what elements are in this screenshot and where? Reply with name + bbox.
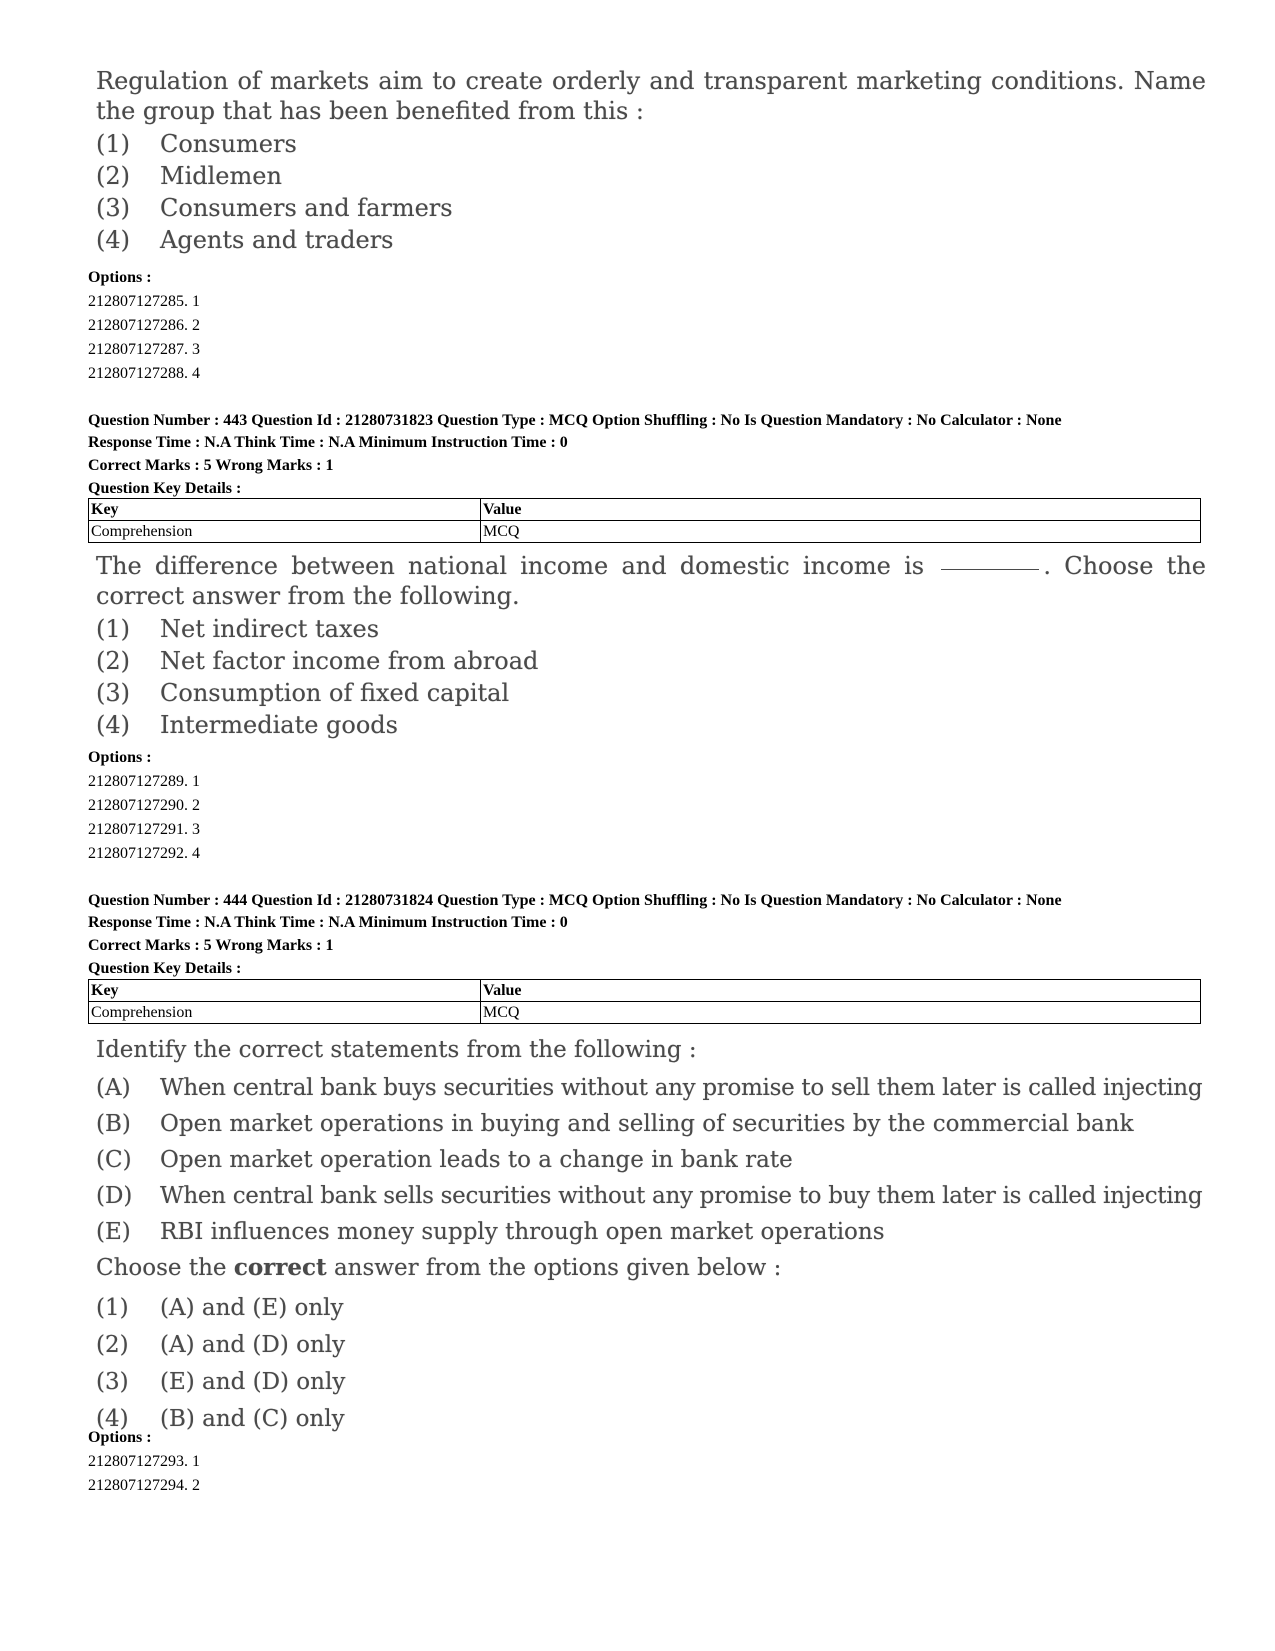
table-header-row — [89, 980, 1201, 1002]
choice-item — [96, 613, 1206, 645]
question-meta-line: Response Time : N.A Think Time : N.A Minimum Instruction Time : 0 — [88, 914, 568, 931]
question-meta-line: Question Number : 443 Question Id : 21280731823 Question Type : MCQ Option Shuffling : No Is Question Mandatory : No Calculator : None — [88, 412, 1062, 429]
question-443-image — [96, 551, 1206, 741]
option-id: 212807127294. 2 — [88, 1477, 200, 1494]
choice-number: (4) — [96, 226, 130, 254]
key-details-label: Question Key Details : — [88, 960, 242, 977]
choice-text: (B) and (C) only — [160, 1406, 345, 1432]
option-id: 212807127285. 1 — [88, 293, 200, 310]
choice-number: (4) — [96, 711, 130, 739]
choice-text: Consumers — [160, 130, 297, 158]
statement-label: (E) — [96, 1219, 131, 1245]
question-meta-line: Question Number : 444 Question Id : 21280731824 Question Type : MCQ Option Shuffling : No Is Question Mandatory : No Calculator : None — [88, 892, 1062, 909]
question-key-table — [88, 498, 1201, 543]
option-id: 212807127289. 1 — [88, 773, 200, 790]
options-heading: Options : — [88, 749, 152, 766]
choice-item — [96, 224, 1206, 256]
options-heading: Options : — [88, 1429, 152, 1446]
statement-text: RBI influences money supply through open market operations — [160, 1219, 885, 1245]
option-id: 212807127286. 2 — [88, 317, 200, 334]
choice-number: (4) — [96, 1406, 129, 1432]
choice-number: (2) — [96, 162, 130, 190]
choice-number: (2) — [96, 647, 130, 675]
statement-text: Open market operation leads to a change in bank rate — [160, 1147, 793, 1173]
table-cell: Comprehension — [89, 1002, 481, 1024]
statement-item — [96, 1214, 1206, 1250]
options-block — [88, 746, 200, 866]
choice-number: (3) — [96, 679, 130, 707]
statement-label: (B) — [96, 1111, 131, 1137]
choice-number: (1) — [96, 615, 130, 643]
choice-item — [96, 1290, 1206, 1327]
question-443-meta — [88, 411, 1062, 501]
choice-item — [96, 1401, 1206, 1438]
statement-label: (A) — [96, 1075, 131, 1101]
statement-text: When central bank buys securities without any promise to sell them later is called injecting — [160, 1075, 1203, 1101]
question-stem: Identify the correct statements from the following : — [96, 1037, 697, 1063]
choose-instruction — [96, 1250, 1206, 1286]
question-444-meta — [88, 891, 1062, 981]
option-id: 212807127290. 2 — [88, 797, 200, 814]
choice-number: (3) — [96, 1369, 129, 1395]
table-row — [89, 1002, 1201, 1024]
choice-item — [96, 709, 1206, 741]
choice-text: Agents and traders — [160, 226, 394, 254]
table-header-cell: Value — [481, 499, 1201, 521]
choice-text: Intermediate goods — [160, 711, 398, 739]
marks-line: Correct Marks : 5 Wrong Marks : 1 — [88, 457, 334, 474]
choice-number: (1) — [96, 130, 130, 158]
answer-blank — [941, 569, 1039, 570]
question-442-image — [96, 66, 1206, 256]
statement-item — [96, 1106, 1206, 1142]
table-header-cell: Value — [481, 980, 1201, 1002]
question-stem: Regulation of markets aim to create orderly and transparent marketing conditions. Name the group that has been benefited from this : — [96, 67, 1206, 125]
choice-item — [96, 160, 1206, 192]
statement-list — [96, 1070, 1206, 1250]
question-stem-part: The difference between national income and domestic income is — [96, 552, 925, 580]
choice-text: Consumers and farmers — [160, 194, 453, 222]
statement-label: (C) — [96, 1147, 132, 1173]
choice-text: (A) and (E) only — [160, 1295, 344, 1321]
statement-item — [96, 1070, 1206, 1106]
choice-text: Consumption of fixed capital — [160, 679, 510, 707]
choice-number: (1) — [96, 1295, 129, 1321]
options-block — [88, 266, 200, 386]
question-stem — [96, 551, 1206, 611]
option-id: 212807127291. 3 — [88, 821, 200, 838]
choice-number: (3) — [96, 194, 130, 222]
table-cell: MCQ — [481, 1002, 1201, 1024]
option-id: 212807127293. 1 — [88, 1453, 200, 1470]
options-block — [88, 1426, 200, 1498]
choice-item — [96, 645, 1206, 677]
option-id: 212807127287. 3 — [88, 341, 200, 358]
choice-item — [96, 1327, 1206, 1364]
choice-item — [96, 128, 1206, 160]
choice-list — [96, 128, 1206, 256]
table-row — [89, 521, 1201, 543]
table-cell: MCQ — [481, 521, 1201, 543]
choice-item — [96, 1364, 1206, 1401]
instruction-part: Choose the — [96, 1255, 227, 1281]
question-stem-part: . Choose the correct answer from the following. — [96, 552, 1206, 610]
marks-line: Correct Marks : 5 Wrong Marks : 1 — [88, 937, 334, 954]
choice-number: (2) — [96, 1332, 129, 1358]
question-key-table — [88, 979, 1201, 1024]
instruction-emphasis: correct — [233, 1254, 327, 1281]
table-cell: Comprehension — [89, 521, 481, 543]
key-details-label: Question Key Details : — [88, 480, 242, 497]
choice-text: Net indirect taxes — [160, 615, 380, 643]
statement-item — [96, 1142, 1206, 1178]
choice-text: (A) and (D) only — [160, 1332, 346, 1358]
choice-item — [96, 677, 1206, 709]
question-meta-line: Response Time : N.A Think Time : N.A Minimum Instruction Time : 0 — [88, 434, 568, 451]
option-id: 212807127292. 4 — [88, 845, 200, 862]
table-header-row — [89, 499, 1201, 521]
statement-item — [96, 1178, 1206, 1214]
choice-list — [96, 613, 1206, 741]
choice-text: Net factor income from abroad — [160, 647, 539, 675]
options-heading: Options : — [88, 269, 152, 286]
instruction-part: answer from the options given below : — [333, 1255, 782, 1281]
table-header-cell: Key — [89, 499, 481, 521]
option-id: 212807127288. 4 — [88, 365, 200, 382]
choice-list — [96, 1290, 1206, 1438]
question-444-image — [96, 1034, 1206, 1438]
statement-text: When central bank sells securities without any promise to buy them later is called injecting — [160, 1183, 1203, 1209]
statement-label: (D) — [96, 1183, 133, 1209]
choice-text: Midlemen — [160, 162, 282, 190]
statement-text: Open market operations in buying and selling of securities by the commercial bank — [160, 1111, 1134, 1137]
choice-item — [96, 192, 1206, 224]
choice-text: (E) and (D) only — [160, 1369, 346, 1395]
table-header-cell: Key — [89, 980, 481, 1002]
